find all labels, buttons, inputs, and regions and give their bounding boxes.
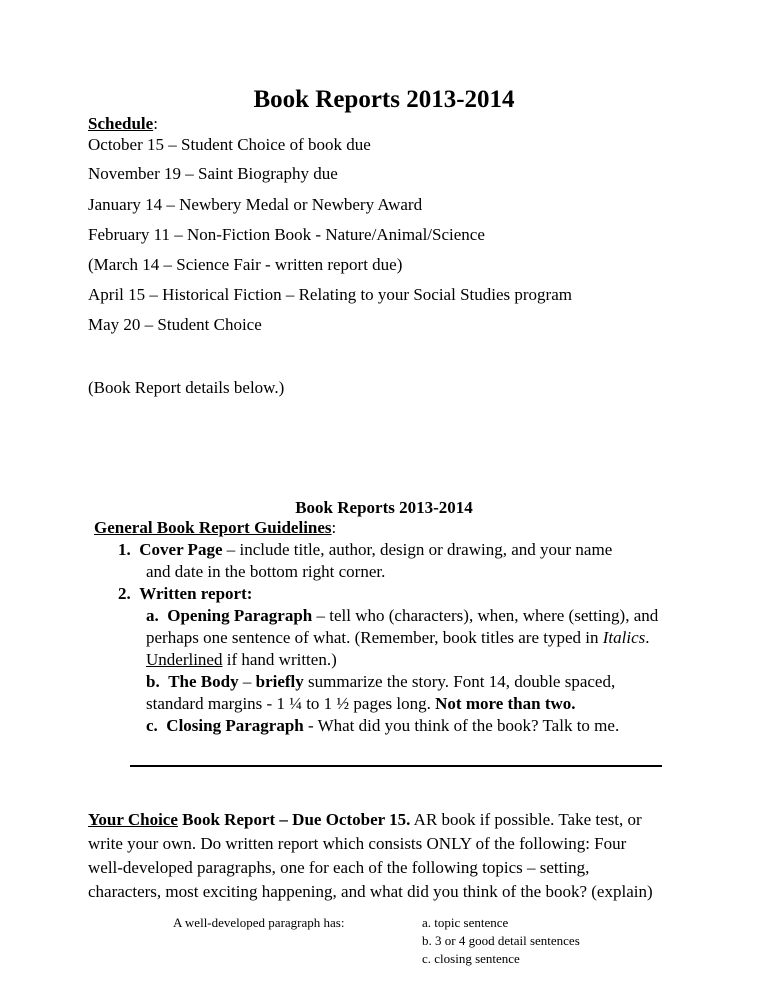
page-title: Book Reports 2013-2014 bbox=[253, 86, 515, 113]
schedule-item: October 15 – Student Choice of book due bbox=[88, 135, 371, 154]
cover-page-label: Cover Page bbox=[139, 540, 223, 559]
schedule-item: April 15 – Historical Fiction – Relating to your Social Studies program bbox=[88, 285, 572, 304]
closing-label: Closing Paragraph bbox=[166, 716, 304, 735]
your-choice-line-4: characters, most exciting happening, and what did you think of the book? (explain) bbox=[88, 882, 653, 901]
list-item: a. topic sentence bbox=[422, 915, 509, 930]
horizontal-rule bbox=[130, 765, 662, 767]
opening-paragraph-text: – tell who (characters), when, where (setting), and bbox=[312, 606, 659, 625]
guideline-cover-page bbox=[118, 539, 612, 561]
opening-text-end: if hand written.) bbox=[222, 650, 337, 669]
schedule-item: November 19 – Saint Biography due bbox=[88, 164, 338, 183]
guidelines-heading-label: General Book Report Guidelines bbox=[94, 518, 332, 537]
opening-text-period: . bbox=[645, 628, 650, 647]
closing-line bbox=[146, 715, 619, 737]
sub-letter: a. bbox=[146, 606, 159, 625]
guideline-written-report bbox=[118, 583, 252, 605]
your-choice-due: Book Report – Due October 15. bbox=[177, 810, 411, 829]
schedule-item: May 20 – Student Choice bbox=[88, 315, 262, 334]
closing-text: - What did you think of the book? Talk to me. bbox=[303, 716, 620, 735]
opening-paragraph-line-3 bbox=[146, 649, 337, 671]
paragraph-definition-label: A well-developed paragraph has: bbox=[173, 915, 345, 930]
your-choice-line-3: well-developed paragraphs, one for each of the following topics – setting, bbox=[88, 858, 590, 877]
not-more-than-two: Not more than two. bbox=[435, 694, 576, 713]
list-number: 1. bbox=[118, 540, 131, 559]
sub-letter: c. bbox=[146, 716, 158, 735]
guidelines-heading bbox=[94, 517, 336, 539]
your-choice-line-1 bbox=[88, 808, 728, 832]
list-item: b. 3 or 4 good detail sentences bbox=[422, 933, 580, 948]
written-report-label: Written report: bbox=[139, 584, 253, 603]
schedule-item: January 14 – Newbery Medal or Newbery Award bbox=[88, 195, 423, 214]
body-label: The Body bbox=[168, 672, 239, 691]
your-choice-line-2: write your own. Do written report which consists ONLY of the following: Four bbox=[88, 834, 627, 853]
schedule-item: February 11 – Non-Fiction Book - Nature/Animal/Science bbox=[88, 225, 485, 244]
body-line bbox=[146, 671, 615, 693]
opening-paragraph-line-2 bbox=[146, 627, 650, 649]
guidelines-title: Book Reports 2013-2014 bbox=[295, 498, 473, 517]
sub-letter: b. bbox=[146, 672, 160, 691]
your-choice-section bbox=[88, 808, 728, 904]
details-note: (Book Report details below.) bbox=[88, 378, 285, 397]
cover-page-text: – include title, author, design or drawing, and your name bbox=[222, 540, 613, 559]
body-line-2 bbox=[146, 693, 576, 715]
list-number: 2. bbox=[118, 584, 131, 603]
schedule-heading-colon: : bbox=[153, 114, 158, 133]
guideline-cover-page-cont: and date in the bottom right corner. bbox=[146, 562, 386, 581]
guidelines-heading-colon: : bbox=[331, 518, 337, 537]
body-dash: – bbox=[238, 672, 256, 691]
list-item: c. closing sentence bbox=[422, 951, 520, 966]
schedule-heading-label: Schedule bbox=[88, 114, 154, 133]
your-choice-label: Your Choice bbox=[88, 810, 178, 829]
italics-word: Italics bbox=[602, 628, 646, 647]
paragraph-definition-list bbox=[422, 914, 580, 968]
your-choice-text: AR book if possible. Take test, or bbox=[410, 810, 642, 829]
underlined-word: Underlined bbox=[146, 650, 223, 669]
opening-paragraph-label: Opening Paragraph bbox=[167, 606, 313, 625]
briefly-word: briefly bbox=[255, 672, 304, 691]
opening-text: perhaps one sentence of what. (Remember, book titles are typed in bbox=[146, 628, 603, 647]
schedule-item: (March 14 – Science Fair - written report due) bbox=[88, 255, 403, 274]
opening-paragraph-line bbox=[146, 605, 658, 627]
body-text: summarize the story. Font 14, double spaced, bbox=[303, 672, 616, 691]
body-text-2: standard margins - 1 ¼ to 1 ½ pages long. bbox=[146, 694, 436, 713]
